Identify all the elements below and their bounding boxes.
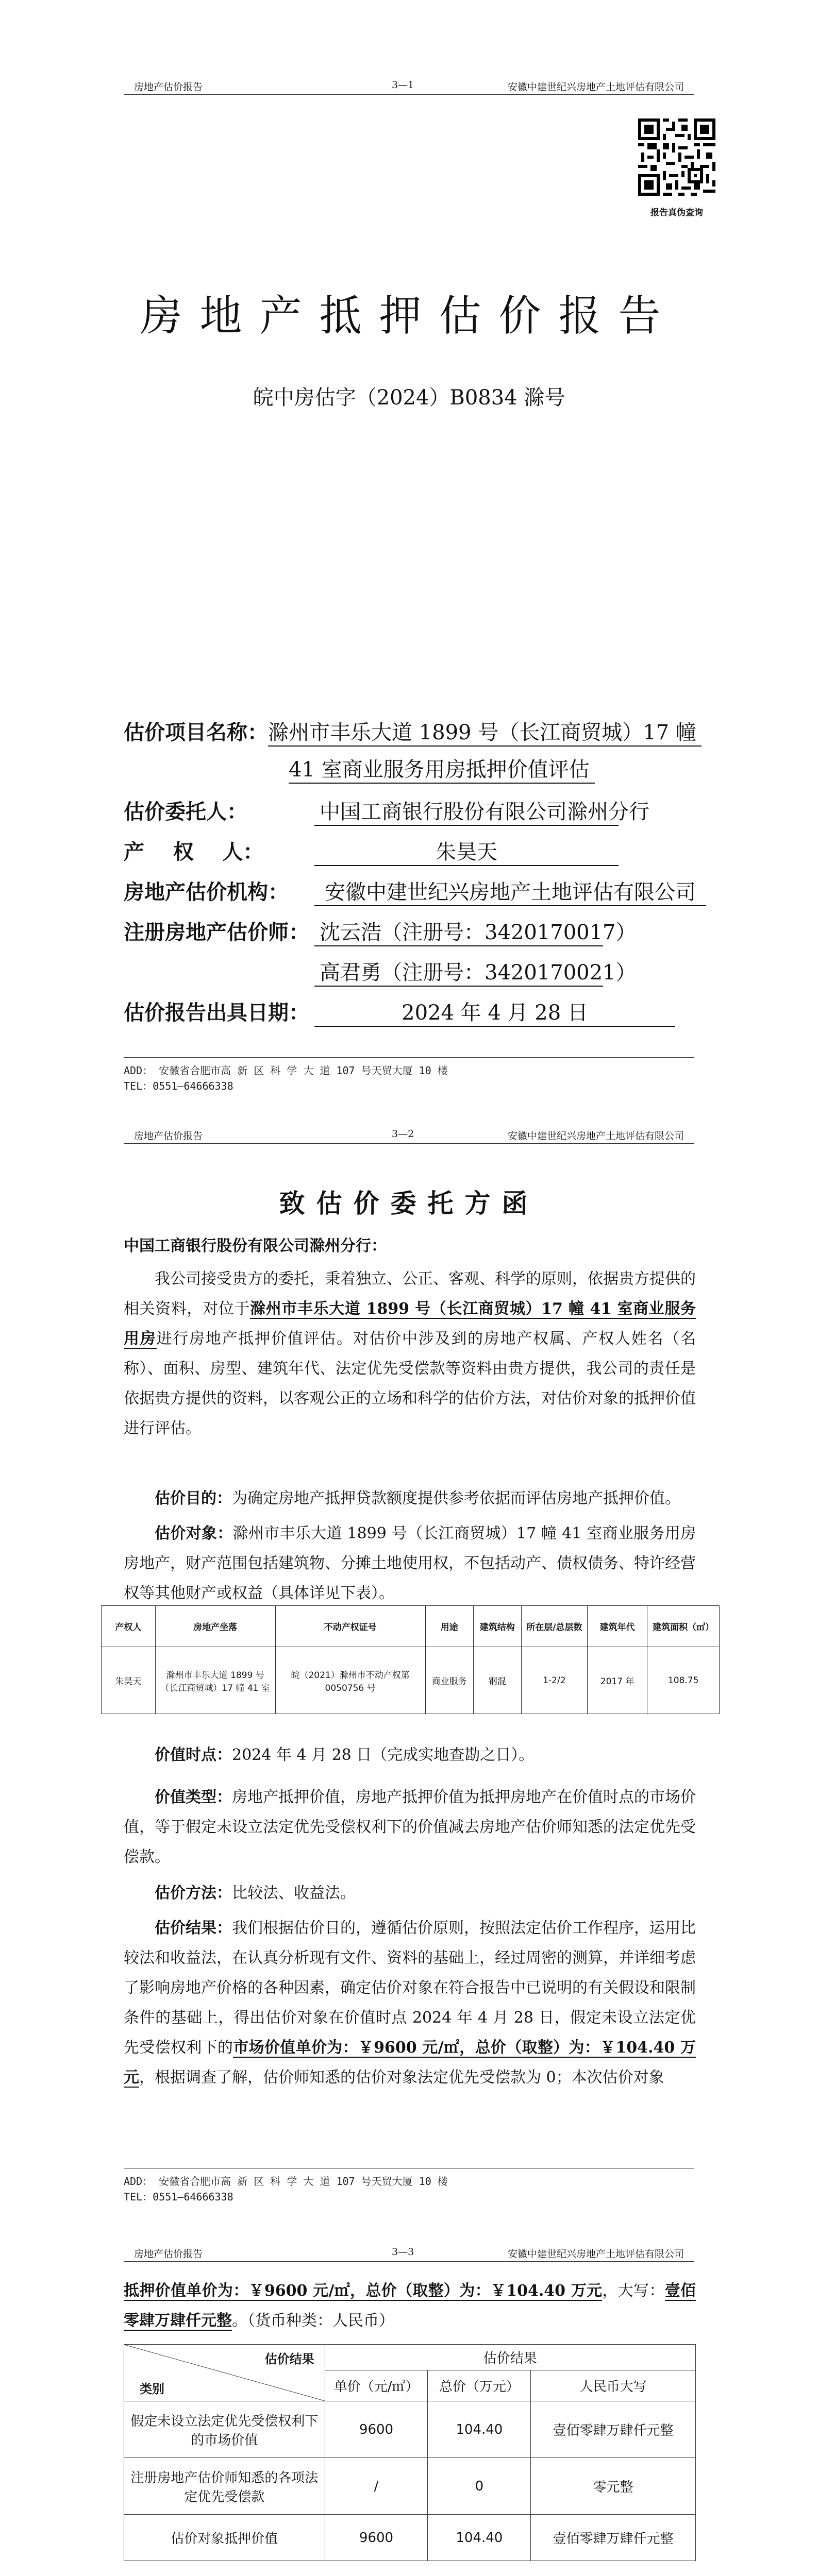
header-right: 安徽中建世纪兴房地产土地评估有限公司: [507, 81, 684, 93]
appraiser-row-2: [314, 956, 637, 987]
table-header: 总价（万元）: [428, 2370, 531, 2401]
header-left: 房地产估价报告: [134, 81, 203, 93]
client-label: 估价委托人：: [124, 800, 247, 824]
corner-top: 估价结果: [264, 2352, 314, 2366]
letter-addressee: 中国工商银行股份有限公司滁州分行：: [124, 1237, 387, 1255]
result-table: [124, 2344, 696, 2561]
header-page-no: 3—3: [392, 2246, 414, 2258]
table-cell: 假定未设立法定优先受偿权利下的市场价值: [124, 2401, 325, 2458]
project-value-2: 41 室商业服务用房抵押价值评估: [289, 753, 595, 784]
table-corner: [124, 2345, 325, 2401]
table-cell: 2017 年: [587, 1647, 647, 1714]
page-header: [124, 2244, 694, 2262]
table-header: 建筑面积（㎡）: [647, 1606, 720, 1647]
project-value-1: 滁州市丰乐大道 1899 号（长江商贸城）17 幢: [268, 716, 702, 747]
org-label: 房地产估价机构：: [124, 880, 289, 904]
cover-page: [0, 0, 818, 1117]
appraiser-label: 注册房地产估价师：: [124, 920, 309, 944]
table-cell: 9600: [325, 2401, 428, 2458]
page-footer: [124, 2168, 694, 2205]
footer-tel: TEL：0551—64666338: [124, 1080, 233, 1092]
table-cell: 商业服务: [425, 1647, 473, 1714]
table-cell: 壹佰零肆万肆仟元整: [531, 2515, 696, 2561]
table-header-row: [124, 2345, 696, 2370]
footer-tel: TEL：0551—64666338: [124, 2191, 233, 2203]
result-summary: 抵押价值单价为：￥9600 元/㎡，总价（取整）为：￥104.40 万元，大写：壹佰零肆万肆仟元整。（货币种类：人民币）: [124, 2282, 696, 2330]
table-cell: 注册房地产估价师知悉的各项法定优先受偿款: [124, 2458, 325, 2515]
header-page-no: 3—2: [392, 1128, 414, 1140]
table-row: [124, 2515, 696, 2561]
report-date-value: 2024 年 4 月 28 日: [314, 996, 675, 1027]
table-header: 人民币大写: [531, 2370, 696, 2401]
report-title: 房地产抵押估价报告: [140, 292, 678, 341]
table-cell: 104.40: [428, 2515, 531, 2561]
value-type-paragraph: 价值类型：房地产抵押价值，房地产抵押价值为抵押房地产在价值时点的市场价值，等于假定未设立法定优先受偿权利下的价值减去房地产估价师知悉的法定优先受偿款。: [124, 1788, 696, 1866]
table-header: 房地产坐落: [155, 1606, 275, 1647]
intro-property: 滁州市丰乐大道 1899 号（长江商贸城）17 幢 41 室商业服务用房: [124, 1300, 696, 1348]
table-header: 产权人: [102, 1606, 156, 1647]
corner-bottom: 类别: [140, 2382, 164, 2396]
result-page: [0, 2234, 818, 2576]
appraiser-value-1: 沈云浩（注册号：3420170017）: [314, 916, 603, 946]
header-right: 安徽中建世纪兴房地产土地评估有限公司: [507, 2248, 684, 2260]
header-page-no: 3—1: [392, 79, 414, 91]
table-cell: 零元整: [531, 2458, 696, 2515]
client-row: [124, 795, 649, 826]
org-value: 安徽中建世纪兴房地产土地评估有限公司: [314, 876, 706, 906]
table-cell: /: [325, 2458, 428, 2515]
result-value: 市场价值单价为：￥9600 元/㎡，总价（取整）为：￥104.40 万元: [124, 2039, 696, 2087]
value-date-paragraph: 价值时点：2024 年 4 月 28 日（完成实地查勘之日）。: [155, 1746, 535, 1764]
table-header: 不动产权证号: [275, 1606, 425, 1647]
table-header-row: [102, 1606, 720, 1647]
header-right: 安徽中建世纪兴房地产土地评估有限公司: [507, 1130, 684, 1142]
owner-value: 朱昊天: [314, 836, 619, 866]
report-date-row: [124, 996, 675, 1027]
qr-caption: 报告真伪查询: [650, 208, 703, 218]
table-cell: 9600: [325, 2515, 428, 2561]
table-cell: 皖（2021）滁州市不动产权第 0050756 号: [275, 1647, 425, 1714]
table-cell: 钢混: [473, 1647, 521, 1714]
report-date-label: 估价报告出具日期：: [124, 1001, 309, 1025]
qr-code-icon[interactable]: [638, 118, 715, 196]
document-number: 皖中房估字（2024）B0834 滁号: [253, 386, 565, 410]
table-group-header: 估价结果: [325, 2345, 695, 2370]
page-footer: [124, 1057, 694, 1094]
footer-address: ADD： 安徽省合肥市高 新 区 科 学 大 道 107 号天贸大厦 10 楼: [124, 2175, 448, 2188]
project-name-row-2: [289, 753, 595, 784]
table-header: 所在层/总层数: [521, 1606, 587, 1647]
table-row: [124, 2401, 696, 2458]
appraiser-row-1: [124, 916, 637, 946]
project-label: 估价项目名称：: [124, 720, 268, 744]
object-paragraph: 估价对象：滁州市丰乐大道 1899 号（长江商贸城）17 幢 41 室商业服务用房房地产，财产范围包括建筑物、分摊土地使用权，不包括动产、债权债务、特许经营权等其他财产或权益（具体详见下表）。: [124, 1524, 696, 1602]
appraiser-value-2: 高君勇（注册号：3420170021）: [314, 956, 603, 987]
table-row: [124, 2458, 696, 2515]
table-cell: 104.40: [428, 2401, 531, 2458]
table-cell: 108.75: [647, 1647, 720, 1714]
client-value: 中国工商银行股份有限公司滁州分行: [314, 795, 619, 826]
page-header: [124, 1126, 694, 1144]
page-header: [124, 77, 694, 95]
letter-intro: 我公司接受贵方的委托，秉着独立、公正、客观、科学的原则，依据贵方提供的相关资料，对位于滁州市丰乐大道 1899 号（长江商贸城）17 幢 41 室商业服务用房进行房地产抵押价值评估。对估价中涉及到的房地产权属、产权人姓名（名称）、面积、房型、建筑年代、法定优先受偿款等资料由贵方提供，我公司的责任是依据贵方提供的资料，以客观公正的立场和科学的估价方法，对估价对象的抵押价值进行评估。: [124, 1270, 696, 1437]
table-cell: 滁州市丰乐大道 1899 号（长江商贸城）17 幢 41 室: [155, 1647, 275, 1714]
table-header: 建筑年代: [587, 1606, 647, 1647]
property-table: [101, 1605, 720, 1714]
table-cell: 朱昊天: [102, 1647, 156, 1714]
footer-address: ADD： 安徽省合肥市高 新 区 科 学 大 道 107 号天贸大厦 10 楼: [124, 1064, 448, 1077]
table-header: 用途: [425, 1606, 473, 1647]
purpose-paragraph: 估价目的：为确定房地产抵押贷款额度提供参考依据而评估房地产抵押价值。: [155, 1489, 680, 1507]
project-name-row: [124, 716, 702, 747]
letter-page: [0, 1117, 818, 2234]
org-row: [124, 876, 706, 906]
header-left: 房地产估价报告: [134, 2248, 203, 2260]
method-paragraph: 估价方法：比较法、收益法。: [155, 1884, 356, 1902]
table-header: 建筑结构: [473, 1606, 521, 1647]
table-row: [102, 1647, 720, 1714]
table-cell: 估价对象抵押价值: [124, 2515, 325, 2561]
table-cell: 0: [428, 2458, 531, 2515]
header-left: 房地产估价报告: [134, 1130, 203, 1142]
table-cell: 壹佰零肆万肆仟元整: [531, 2401, 696, 2458]
table-header: 单价（元/㎡）: [325, 2370, 428, 2401]
letter-title: 致估价委托方函: [279, 1188, 539, 1218]
owner-row: [124, 836, 619, 866]
table-cell: 1-2/2: [521, 1647, 587, 1714]
owner-label: 产 权 人：: [124, 840, 264, 864]
result-paragraph: 估价结果：我们根据估价目的，遵循估价原则，按照法定估价工作程序，运用比较法和收益法，在认真分析现有文件、资料的基础上，经过周密的测算，并详细考虑了影响房地产价格的各种因素，确定估价对象在符合报告中已说明的有关假设和限制条件的基础上，得出估价对象在价值时点 2024 年 4 月 28 日，假定未设立法定优先受偿权利下的市场价值单价为：￥9600 元/㎡，总价（取整）为：￥104.40 万元，根据调查了解，估价师知悉的估价对象法定优先受偿款为 0；本次估价对象: [124, 1919, 696, 2087]
